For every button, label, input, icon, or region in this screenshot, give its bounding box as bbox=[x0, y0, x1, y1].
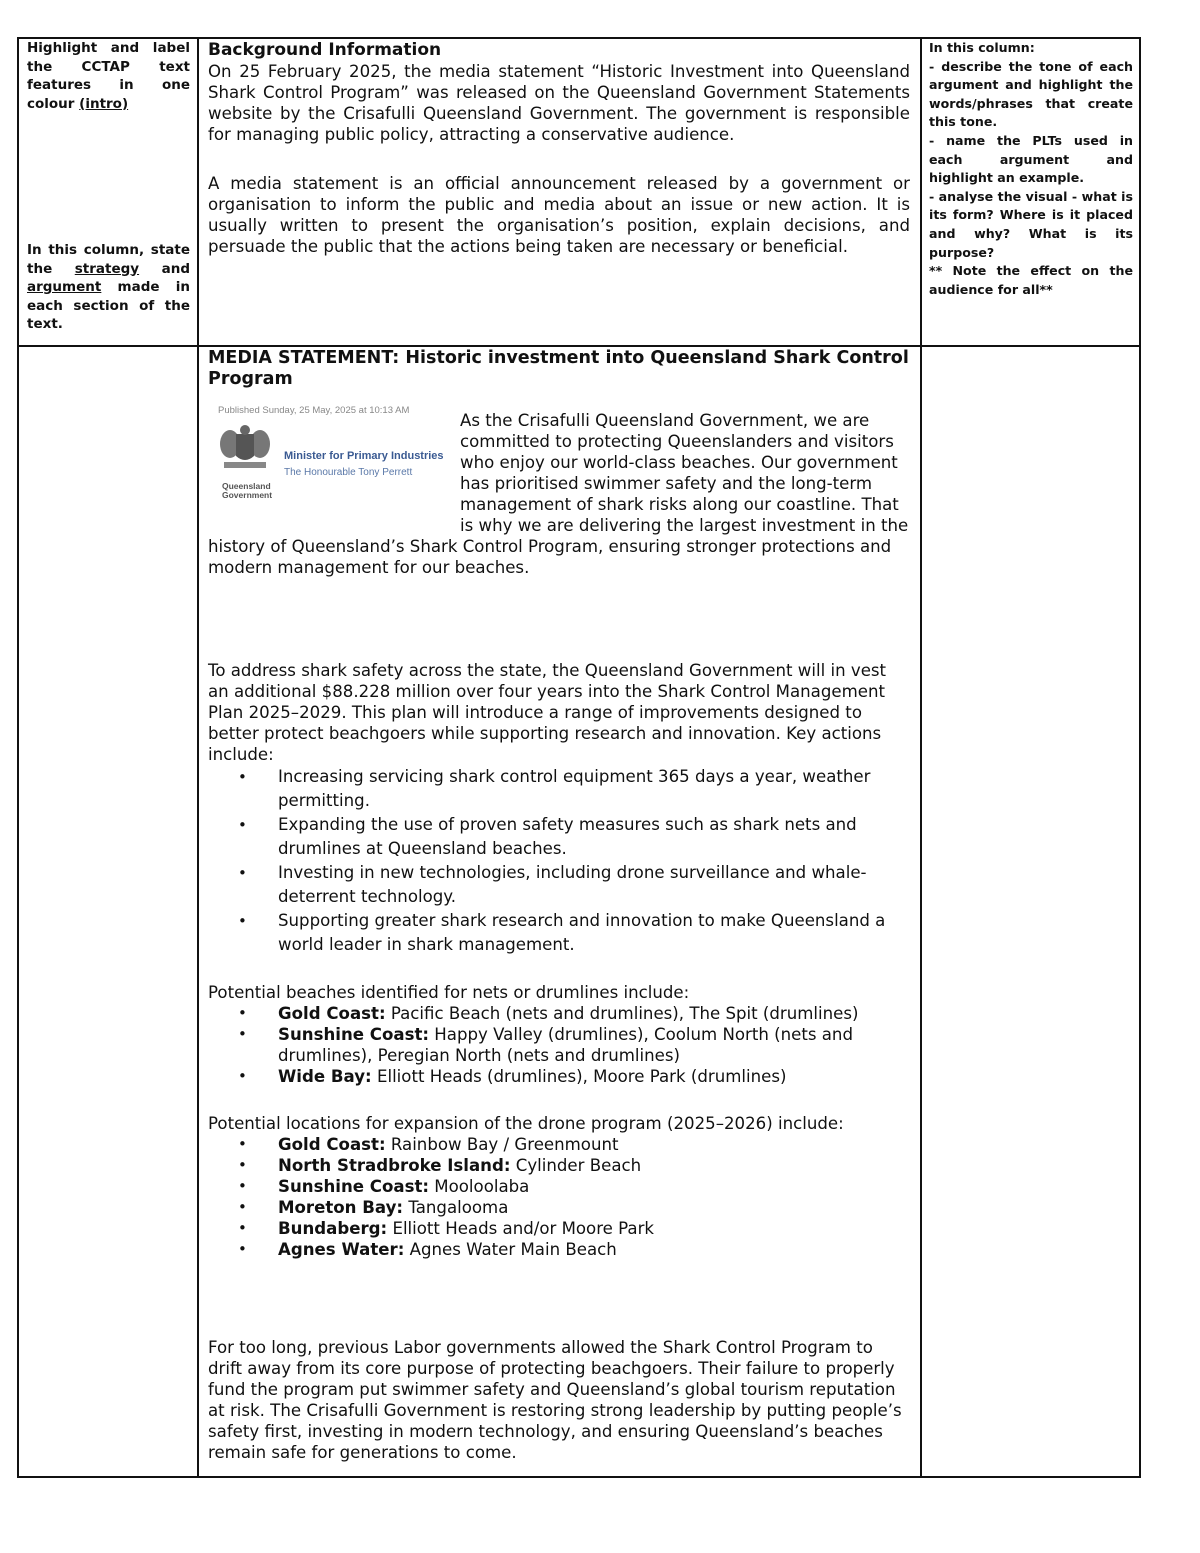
list-item bbox=[208, 1197, 910, 1218]
strategy-instruction bbox=[27, 241, 190, 334]
list-item bbox=[208, 1066, 910, 1087]
drone-region: Agnes Water: bbox=[278, 1240, 405, 1259]
minister-title: Minister for Primary Industries bbox=[284, 450, 444, 462]
right-instruction-2: - describe the tone of each argument and highlight the words/phrases that create this tone. bbox=[929, 58, 1133, 130]
beach-detail: Elliott Heads (drumlines), Moore Park (drumlines) bbox=[371, 1067, 787, 1086]
strategy-post: made in each section of the text. bbox=[27, 279, 190, 332]
intro-label: (intro) bbox=[79, 95, 129, 112]
highlight-instruction-text: Highlight and label the CCTAP text features in one colour bbox=[27, 40, 190, 112]
drone-location: Mooloolaba bbox=[429, 1177, 530, 1196]
drone-location: Rainbow Bay / Greenmount bbox=[385, 1135, 619, 1154]
drone-location: Agnes Water Main Beach bbox=[404, 1240, 617, 1259]
beach-detail: Pacific Beach (nets and drumlines), The Spit (drumlines) bbox=[385, 1004, 859, 1023]
background-para-1: On 25 February 2025, the media statement “Historic Investment into Queensland Shark Control Program” was released on the Queensland Government Statements website by the Crisafulli Queensland Government. The government is responsible for managing public policy, attracting a conservative audience. bbox=[208, 62, 910, 144]
right-instruction-4: - analyse the visual - what is its form? Where is it placed and why? What is its purpose? bbox=[929, 188, 1133, 260]
investment-para: To address shark safety across the state, the Queensland Government will in vest an additional $88.228 million over four years into the Shark Control Management Plan 2025–2029. This plan will introduce a range of improvements designed to better protect beachgoers while supporting research and innovation. Key actions include: bbox=[208, 661, 887, 764]
list-item bbox=[208, 1218, 910, 1239]
drone-region: North Stradbroke Island: bbox=[278, 1156, 511, 1175]
drone-location: Tangalooma bbox=[403, 1198, 509, 1217]
drone-location: Elliott Heads and/or Moore Park bbox=[387, 1219, 655, 1238]
background-heading: Background Information bbox=[208, 40, 442, 60]
strategy-pre: In this column, state the bbox=[27, 242, 190, 277]
list-item: • Investing in new technologies, including drone surveillance and whale-deterrent technology. bbox=[208, 861, 910, 909]
strategy-word: strategy bbox=[74, 260, 140, 277]
minister-name: The Honourable Tony Perrett bbox=[284, 467, 413, 478]
drone-region: Moreton Bay: bbox=[278, 1198, 404, 1217]
column-divider-2 bbox=[920, 39, 922, 1476]
list-item bbox=[208, 1155, 910, 1176]
beaches-list bbox=[208, 1003, 910, 1087]
drones-list bbox=[208, 1134, 910, 1260]
media-statement bbox=[208, 348, 910, 1463]
list-item bbox=[208, 1239, 910, 1260]
right-instruction-5: ** Note the effect on the audience for all** bbox=[929, 263, 1133, 297]
beach-region: Gold Coast: bbox=[278, 1004, 386, 1023]
closing-para: For too long, previous Labor governments allowed the Shark Control Program to drift away from its core purpose of protecting beachgoers. Their failure to properly fund the program put swimmer safety and Queensland’s global tourism reputation at risk. The Crisafulli Government is restoring strong leadership by putting people’s safety first, investing in modern technology, and ensuring Queensland’s beaches remain safe for generations to come. bbox=[208, 1338, 902, 1462]
queensland-crest-icon bbox=[216, 424, 274, 476]
beach-detail: Happy Valley (drumlines), Coolum North (nets and drumlines), Peregian North (nets and drumlines) bbox=[278, 1025, 853, 1065]
list-item bbox=[208, 1024, 910, 1066]
beaches-intro: Potential beaches identified for nets or drumlines include: bbox=[208, 983, 690, 1002]
right-instructions bbox=[929, 39, 1133, 299]
drones-intro: Potential locations for expansion of the drone program (2025–2026) include: bbox=[208, 1114, 844, 1133]
list-item: • Supporting greater shark research and innovation to make Queensland a world leader in shark management. bbox=[208, 909, 910, 957]
key-actions-list bbox=[208, 765, 910, 957]
statement-title: MEDIA STATEMENT: Historic investment into Queensland Shark Control Program bbox=[208, 348, 909, 389]
strategy-mid: and bbox=[139, 260, 190, 277]
background-section bbox=[208, 40, 910, 257]
argument-word: argument bbox=[27, 279, 102, 295]
drone-region: Gold Coast: bbox=[278, 1135, 386, 1154]
published-date: Published Sunday, 25 May, 2025 at 10:13 AM bbox=[218, 405, 410, 416]
background-para-2: A media statement is an official announcement released by a government or organisation to inform the public and media about an issue or new action. It is usually written to present the organisation’s position, explain decisions, and persuade the public that the actions being taken are necessary or beneficial. bbox=[208, 174, 910, 256]
list-item bbox=[208, 1176, 910, 1197]
highlight-instruction bbox=[27, 39, 190, 113]
worksheet-table bbox=[17, 37, 1141, 1478]
beach-region: Wide Bay: bbox=[278, 1067, 372, 1086]
right-instruction-1: In this column: bbox=[929, 40, 1035, 55]
intro-para: As the Crisafulli Queensland Government, we are committed to protecting Queenslanders and visitors who enjoy our world-class beaches. Our government has prioritised swimmer safety and the long-term management of shark risks along our coastline. That is why we are delivering the largest investment in the history of Queensland’s Shark Control Program, ensuring stronger protections and modern management for our beaches. bbox=[208, 411, 909, 577]
drone-region: Bundaberg: bbox=[278, 1219, 388, 1238]
minister-logo bbox=[208, 400, 448, 520]
column-divider-1 bbox=[197, 39, 199, 1476]
right-instruction-3: - name the PLTs used in each argument and highlight an example. bbox=[929, 132, 1133, 186]
left-instructions bbox=[27, 39, 190, 334]
beach-region: Sunshine Coast: bbox=[278, 1025, 430, 1044]
list-item: • Expanding the use of proven safety measures such as shark nets and drumlines at Queensland beaches. bbox=[208, 813, 910, 861]
list-item: • Increasing servicing shark control equipment 365 days a year, weather permitting. bbox=[208, 765, 910, 813]
list-item bbox=[208, 1003, 910, 1024]
drone-region: Sunshine Coast: bbox=[278, 1177, 430, 1196]
list-item bbox=[208, 1134, 910, 1155]
row-divider bbox=[19, 345, 1139, 347]
qld-gov-wordmark: Queensland Government bbox=[222, 481, 273, 500]
drone-location: Cylinder Beach bbox=[510, 1156, 642, 1175]
